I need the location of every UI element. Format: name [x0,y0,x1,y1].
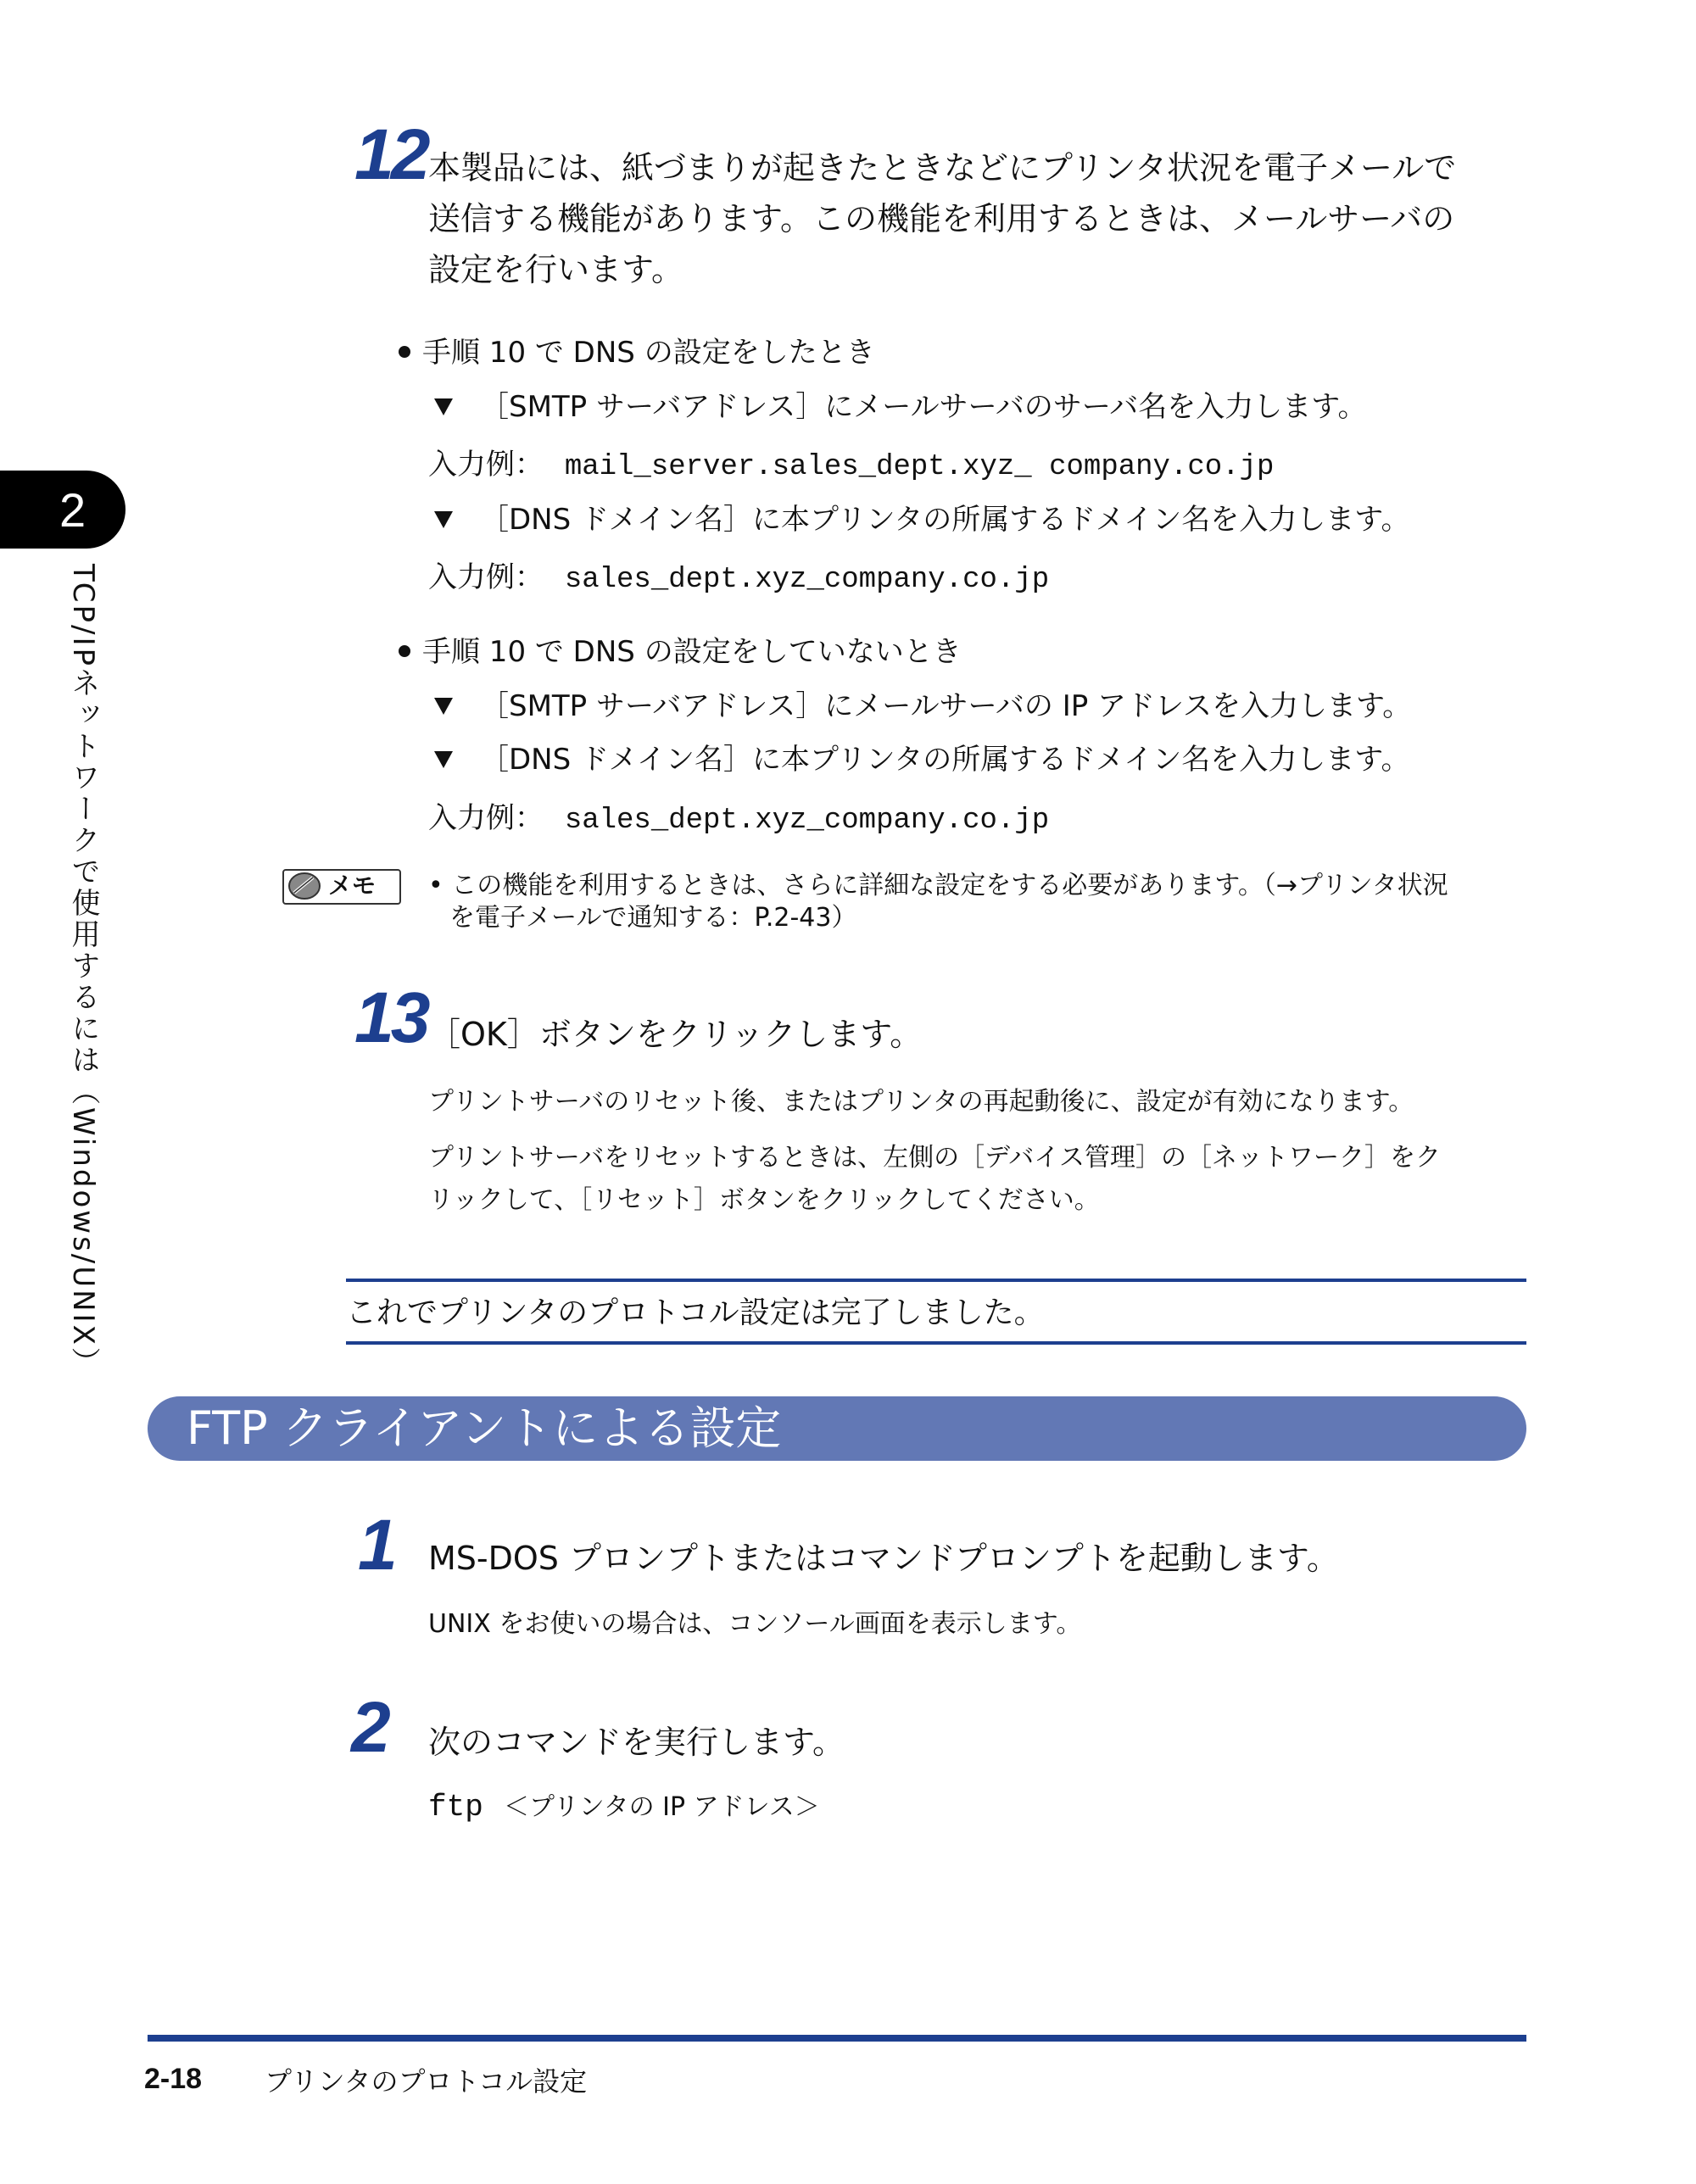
case2-item [434,740,1410,779]
case1-item-text: ［SMTP サーバアドレス］にメールサーバのサーバ名を入力します。 [480,390,1367,424]
step-13-body [428,1081,1441,1222]
step-2-number: 2 [351,1687,388,1767]
step-1-body: UNIX をお使いの場合は、コンソール画面を表示します。 [428,1609,1082,1639]
case2-item-text: ［DNS ドメイン名］に本プリンタの所属するドメイン名を入力します。 [480,743,1410,777]
memo-badge [282,869,401,905]
chapter-vertical-title: TCP/IPネットワークで使用するには（Windows/UNIX） [66,564,100,1379]
memo-line: を電子メールで通知する：P.2-43） [449,903,857,933]
step-13-body-line: プリントサーバをリセットするときは、左側の［デバイス管理］の［ネットワーク］をク [428,1143,1441,1173]
case2-title [399,632,962,671]
completion-text: これでプリンタのプロトコル設定は完了しました。 [346,1295,1045,1330]
chapter-number: 2 [59,483,86,537]
step-13-body-line: リックして、［リセット］ボタンをクリックしてください。 [428,1185,1100,1215]
pencil-icon [287,871,321,901]
case1-title-text: 手順 10 で DNS の設定をしたとき [422,336,875,370]
step-12-heading [428,142,1456,295]
completion-top-rule [346,1279,1526,1282]
example-value: mail_server.sales_dept.xyz_ company.co.jp [564,451,1275,483]
example-value: sales_dept.xyz_company.co.jp [564,805,1050,837]
step-12-heading-line: 本製品には、紙づまりが起きたときなどにプリンタ状況を電子メールで [428,149,1457,187]
step-12-heading-line: 設定を行います。 [428,251,683,288]
case1-item [434,387,1366,426]
section-header [148,1396,1526,1461]
case2-item-text: ［SMTP サーバアドレス］にメールサーバの IP アドレスを入力します。 [480,689,1412,723]
bullet-icon [399,645,410,657]
step-1-heading: MS-DOS プロンプトまたはコマンドプロンプトを起動します。 [428,1540,1339,1577]
chapter-tab [0,471,126,549]
case2-example [428,799,1049,840]
step-2-heading: 次のコマンドを実行します。 [428,1724,845,1761]
case1-item-text: ［DNS ドメイン名］に本プリンタの所属するドメイン名を入力します。 [480,503,1410,537]
example-label: 入力例： [428,560,544,594]
case2-title-text: 手順 10 で DNS の設定をしていないとき [422,635,962,669]
step-12-heading-line: 送信する機能があります。この機能を利用するときは、メールサーバの [428,200,1455,237]
footer-rule [148,2035,1526,2042]
triangle-bullet-icon [434,511,453,528]
completion-bottom-rule [346,1341,1526,1345]
command-text: ftp [428,1790,483,1825]
example-value: sales_dept.xyz_company.co.jp [564,564,1050,596]
case1-title [399,333,875,372]
triangle-bullet-icon [434,398,453,415]
command-argument: ＜プリンタの IP アドレス＞ [503,1792,820,1822]
case2-item [434,687,1411,726]
memo-text [428,870,1448,934]
case1-example [428,558,1049,599]
footer-page-number: 2-18 [144,2063,203,2095]
step-13-heading: ［OK］ボタンをクリックします。 [428,1016,923,1053]
step-2-command [428,1786,820,1828]
case1-example [428,445,1274,487]
case1-item [434,500,1410,539]
example-label: 入力例： [428,448,544,482]
step-13-body-line: プリントサーバのリセット後、またはプリンタの再起動後に、設定が有効になります。 [428,1087,1414,1117]
memo-line: • この機能を利用するときは、さらに詳細な設定をする必要があります。（→プリンタ状況 [428,871,1448,900]
triangle-bullet-icon [434,698,453,715]
section-title: FTP クライアントによる設定 [187,1401,782,1455]
bullet-icon [399,346,410,358]
step-12-number: 12 [354,114,427,194]
step-13-number: 13 [354,978,427,1057]
example-label: 入力例： [428,801,544,835]
triangle-bullet-icon [434,751,453,768]
footer-title: プリンタのプロトコル設定 [265,2065,588,2098]
step-1-number: 1 [358,1505,394,1585]
memo-label: メモ [328,872,377,900]
